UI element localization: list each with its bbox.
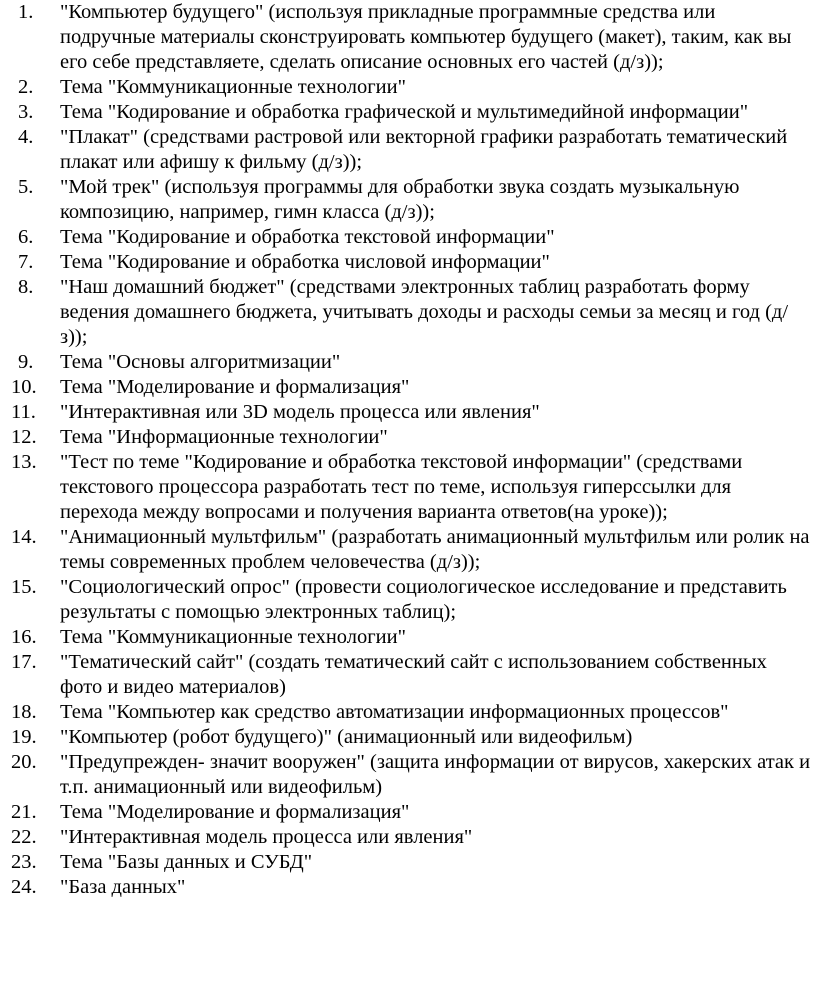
item-number: 4. xyxy=(18,126,34,148)
item-number: 9. xyxy=(18,351,34,373)
item-number: 2. xyxy=(18,76,34,98)
list-item xyxy=(0,400,816,425)
item-text: "Тест по теме "Кодирование и обработка текстовой информации" (средствами текстового процессора разработать тест по теме, используя гиперссылки для перехода между вопросами и получения варианта ответов(на уроке)); xyxy=(60,451,743,523)
item-number: 11. xyxy=(11,401,36,423)
list-item xyxy=(0,850,816,875)
item-text: "Предупрежден- значит вооружен" (защита информации от вирусов, хакерских атак и т.п. анимационный или видеофильм) xyxy=(60,751,811,798)
item-text: "Компьютер (робот будущего)" (анимационный или видеофильм) xyxy=(60,726,633,748)
list-item xyxy=(0,825,816,850)
item-text: "Плакат" (средствами растровой или векторной графики разработать тематический плакат или афишу к фильму (д/з)); xyxy=(60,126,788,173)
item-number: 24. xyxy=(11,876,37,898)
item-number: 23. xyxy=(11,851,37,873)
item-text: "Тематический сайт" (создать тематический сайт с использованием собственных фото и видео материалов) xyxy=(60,651,767,698)
item-text: Тема "Компьютер как средство автоматизации информационных процессов" xyxy=(60,701,729,723)
list-item xyxy=(0,525,816,575)
list-item xyxy=(0,0,816,75)
list-item xyxy=(0,75,816,100)
list-item xyxy=(0,625,816,650)
item-text: Тема "Моделирование и формализация" xyxy=(60,376,410,398)
list-item xyxy=(0,875,816,900)
list-item xyxy=(0,375,816,400)
list-item xyxy=(0,175,816,225)
item-number: 19. xyxy=(11,726,37,748)
item-number: 18. xyxy=(11,701,37,723)
item-number: 16. xyxy=(11,626,37,648)
item-number: 8. xyxy=(18,276,34,298)
list-item xyxy=(0,250,816,275)
item-number: 5. xyxy=(18,176,34,198)
item-number: 14. xyxy=(11,526,37,548)
item-text: Тема "Моделирование и формализация" xyxy=(60,801,410,823)
item-number: 1. xyxy=(18,1,34,23)
item-number: 22. xyxy=(11,826,37,848)
item-number: 10. xyxy=(11,376,37,398)
item-number: 7. xyxy=(18,251,34,273)
item-text: "Анимационный мультфильм" (разработать анимационный мультфильм или ролик на темы современных проблем человечества (д/з)); xyxy=(60,526,810,573)
item-text: Тема "Кодирование и обработка числовой информации" xyxy=(60,251,550,273)
item-text: Тема "Кодирование и обработка текстовой информации" xyxy=(60,226,555,248)
item-number: 17. xyxy=(11,651,37,673)
item-text: Тема "Базы данных и СУБД" xyxy=(60,851,313,873)
item-number: 20. xyxy=(11,751,37,773)
item-text: "Компьютер будущего" (используя прикладные программные средства или подручные материалы сконструировать компьютер будущего (макет), таким, как вы его себе представляете, сделать описание основных его частей (д/з)); xyxy=(60,1,792,73)
item-text: "База данных" xyxy=(60,876,186,898)
item-number: 3. xyxy=(18,101,34,123)
item-text: Тема "Коммуникационные технологии" xyxy=(60,626,406,648)
list-item xyxy=(0,225,816,250)
list-item xyxy=(0,425,816,450)
list-item xyxy=(0,450,816,525)
item-text: "Мой трек" (используя программы для обработки звука создать музыкальную композицию, например, гимн класса (д/з)); xyxy=(60,176,740,223)
item-text: "Интерактивная модель процесса или явления" xyxy=(60,826,473,848)
item-text: Тема "Коммуникационные технологии" xyxy=(60,76,406,98)
item-text: "Интерактивная или 3D модель процесса или явления" xyxy=(60,401,540,423)
item-number: 12. xyxy=(11,426,37,448)
item-number: 6. xyxy=(18,226,34,248)
list-item xyxy=(0,800,816,825)
item-number: 15. xyxy=(11,576,37,598)
list-item xyxy=(0,350,816,375)
list-item xyxy=(0,100,816,125)
list-item xyxy=(0,275,816,350)
item-text: Тема "Кодирование и обработка графической и мультимедийной информации" xyxy=(60,101,749,123)
list-item xyxy=(0,725,816,750)
item-number: 21. xyxy=(11,801,37,823)
item-text: Тема "Основы алгоритмизации" xyxy=(60,351,341,373)
list-item xyxy=(0,125,816,175)
item-text: "Социологический опрос" (провести социологическое исследование и представить результаты с помощью электронных таблиц); xyxy=(60,576,787,623)
list-item xyxy=(0,750,816,800)
list-item xyxy=(0,575,816,625)
item-number: 13. xyxy=(11,451,37,473)
list-item xyxy=(0,700,816,725)
list-item xyxy=(0,650,816,700)
item-text: "Наш домашний бюджет" (средствами электронных таблиц разработать форму ведения домашнего бюджета, учитывать доходы и расходы семьи за месяц и год (д/з)); xyxy=(60,276,789,348)
item-text: Тема "Информационные технологии" xyxy=(60,426,388,448)
